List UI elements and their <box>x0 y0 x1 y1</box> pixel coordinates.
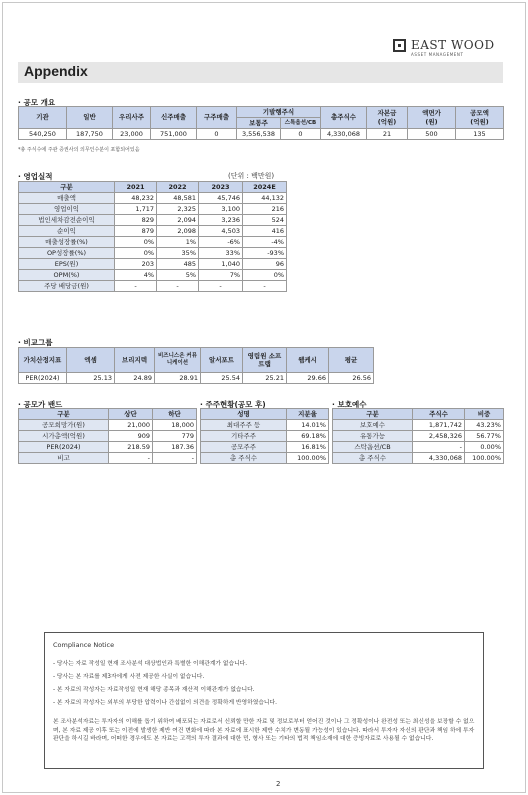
compliance-item: - 당사는 본 자료를 제3자에게 사전 제공한 사실이 없습니다. <box>53 674 205 680</box>
header-share-ratio: 지분율 <box>287 409 329 420</box>
header-2023: 2023 <box>199 182 243 193</box>
header-average: 평균 <box>329 348 374 373</box>
title-bar <box>18 62 503 83</box>
table-row: 시가총액(억원) 909 779 <box>19 431 197 442</box>
table-row: 540,250 187,750 23,000 751,000 0 3,556,538 0 4,330,068 21 500 135 <box>19 129 504 140</box>
offering-note: *총 주식수에 주관 증권사의 의무인수분이 포함되어있음 <box>18 147 140 153</box>
section-peers: · 비교그룹 <box>18 337 52 348</box>
header-rsupport: 알서포트 <box>201 348 243 373</box>
header-band-category: 구분 <box>19 409 109 420</box>
header-new-shares: 신주매출 <box>151 107 197 129</box>
header-webcash: 웹케시 <box>287 348 329 373</box>
table-row: 총 주식수 100.00% <box>201 453 329 464</box>
header-total-shares: 총주식수 <box>321 107 367 129</box>
table-row: PER(2024) 218.59 187.36 <box>19 442 197 453</box>
table-row: 유통가능 2,458,326 56.77% <box>333 431 504 442</box>
table-row: 기타주주 69.18% <box>201 431 329 442</box>
header-exem: 엑셈 <box>67 348 115 373</box>
table-row: 공모주주 16.81% <box>201 442 329 453</box>
table-row: 보호예수 1,871,742 43.23% <box>333 420 504 431</box>
header-offering-amount: 공모액 (억원) <box>456 107 504 129</box>
table-row: OPM(%) 4% 5% 7% 0% <box>19 270 287 281</box>
compliance-item: - 본 자료의 작성자는 자료작성일 현재 해당 종목과 재산적 이해관계가 없습니다. <box>53 687 255 693</box>
performance-unit: (단위 : 백만원) <box>228 172 275 180</box>
compliance-disclaimer: 본 조사분석자료는 투자자의 이해를 돕기 위하여 배포되는 자료로서 신뢰할 만한 자료 및 정보로부터 얻어진 것이나 그 정확성이나 완전성 또는 최신성을 보장할 수 없으며, 본 자료 제공 이후 또는 이전에 발생한 제반 여건 변화에 따라 본 자료에 표시한 제반 수치가 변동될 가능성이 있습니다. 따라서 투자자 자신의 판단과 책임 하에 투자 판단을 하시길 바라며, 어떠한 경우에도 본 자료는 고객의 투자 결과에 대한 민, 형사 또는 기타의 법적 책임소재에 대한 증빙자료로 사용될 수 없습니다. <box>53 719 475 742</box>
header-capital: 자본금 (억원) <box>367 107 408 129</box>
header-younglimwon: 영림원 소프트랩 <box>243 348 287 373</box>
header-stock-option-cb: 스톡옵션/CB <box>281 118 321 129</box>
header-common-stock: 보통주 <box>237 118 281 129</box>
table-row: 스탁옵션/CB - 0.00% <box>333 442 504 453</box>
compliance-notice-box <box>44 632 484 769</box>
shareholders-table <box>200 408 329 464</box>
lockup-table <box>332 408 504 464</box>
table-row: 법인세차감전순이익 829 2,094 3,236 524 <box>19 215 287 226</box>
header-esop: 우리사주 <box>113 107 151 129</box>
header-2022: 2022 <box>157 182 199 193</box>
page-title: Appendix <box>24 63 88 79</box>
table-row: 매출액 48,232 48,581 45,746 44,132 <box>19 193 287 204</box>
header-category: 구분 <box>19 182 115 193</box>
section-shareholders: · 주주현황(공모 후) <box>200 399 266 410</box>
table-row: 매출성장률(%) 0% 1% -6% -4% <box>19 237 287 248</box>
header-bridgetec: 브리지텍 <box>115 348 155 373</box>
header-general: 일반 <box>67 107 113 129</box>
table-row: 최대주주 등 14.01% <box>201 420 329 431</box>
logo-mark-icon <box>393 39 406 52</box>
compliance-title: Compliance Notice <box>53 641 115 649</box>
section-price-band: · 공모가 밴드 <box>18 399 62 410</box>
table-row: 공모희망가(원) 21,000 18,000 <box>19 420 197 431</box>
header-2021: 2021 <box>115 182 157 193</box>
table-row: 영업이익 1,717 2,325 3,100 216 <box>19 204 287 215</box>
compliance-item: - 본 자료의 작성자는 외부의 부당한 압력이나 간섭없이 의견을 정확하게 반영하였습니다. <box>53 700 277 706</box>
peer-table <box>18 347 374 384</box>
header-par-value: 액면가 (원) <box>408 107 456 129</box>
table-row: PER(2024) 25.13 24.89 28.91 25.54 25.21 29.66 26.56 <box>19 373 374 384</box>
company-logo <box>393 38 503 60</box>
section-offering: · 공모 개요 <box>18 97 55 108</box>
header-issued-shares: 기발행주식 <box>237 107 321 118</box>
performance-table <box>18 181 287 292</box>
header-old-shares: 구주매출 <box>197 107 237 129</box>
header-holder-name: 성명 <box>201 409 287 420</box>
header-institution: 기관 <box>19 107 67 129</box>
table-row: 주당 배당금(원) - - - - <box>19 281 287 292</box>
table-row: EPS(원) 203 485 1,040 96 <box>19 259 287 270</box>
page-number: 2 <box>276 780 281 788</box>
table-row: 총 주식수 4,330,068 100.00% <box>333 453 504 464</box>
offering-table <box>18 106 504 140</box>
price-band-table <box>18 408 197 464</box>
header-bizon: 비즈니스온 커뮤니케이션 <box>155 348 201 373</box>
section-performance: · 영업실적 <box>18 171 52 182</box>
logo-name: EAST WOOD <box>411 38 495 52</box>
header-upper: 상단 <box>109 409 153 420</box>
compliance-item: - 당사는 자료 작성일 현재 조사분석 대상법인과 특별한 이해관계가 없습니다. <box>53 661 248 667</box>
header-weight: 비중 <box>465 409 504 420</box>
header-valuation-metric: 가치산정지표 <box>19 348 67 373</box>
table-row: OP성장률(%) 0% 35% 33% -93% <box>19 248 287 259</box>
table-row: 순이익 879 2,098 4,503 416 <box>19 226 287 237</box>
header-lower: 하단 <box>153 409 197 420</box>
header-lockup-category: 구분 <box>333 409 413 420</box>
section-lockup: · 보호예수 <box>332 399 366 410</box>
logo-subtitle: ASSET MANAGEMENT <box>411 52 464 57</box>
table-row: 비고 - - <box>19 453 197 464</box>
header-2024e: 2024E <box>243 182 287 193</box>
header-share-count: 주식수 <box>413 409 465 420</box>
